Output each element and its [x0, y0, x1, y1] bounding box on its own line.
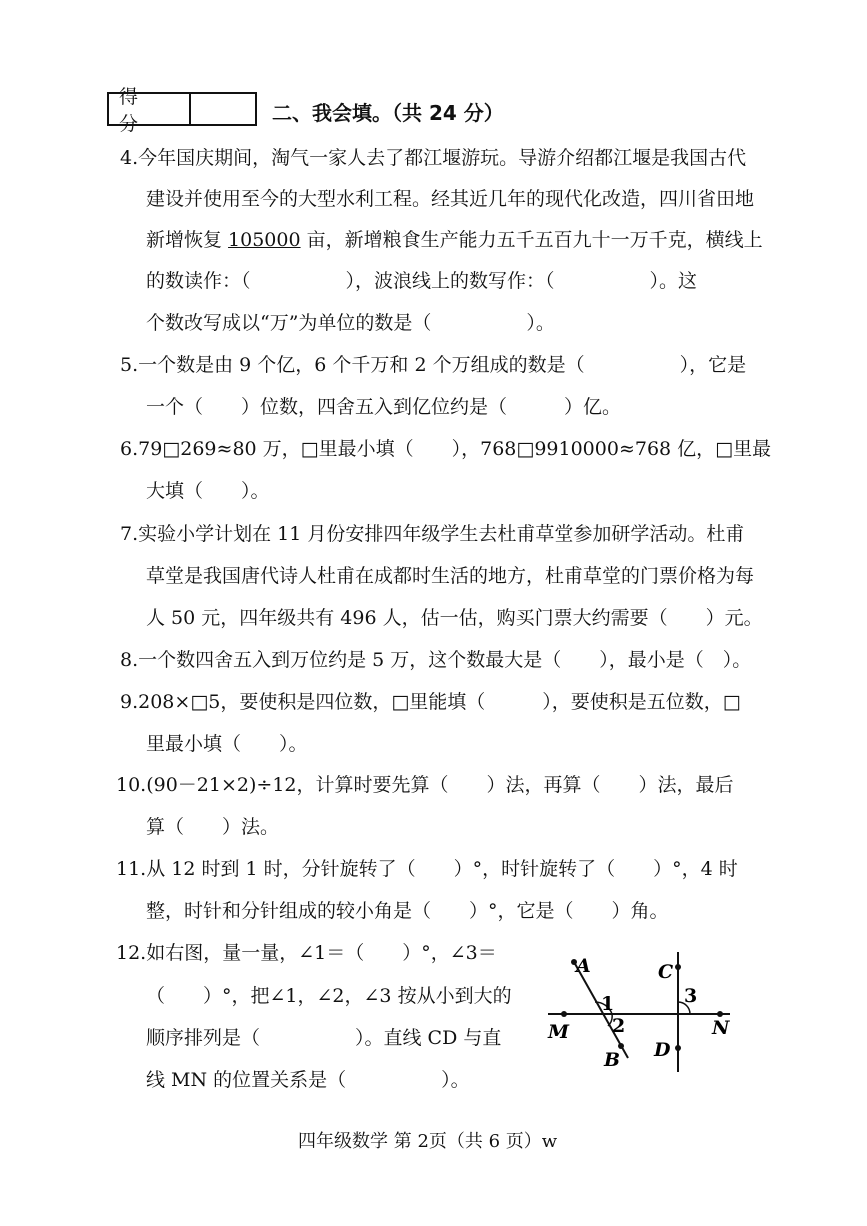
- label-d: D: [654, 1039, 671, 1061]
- q4-line-3a: 新增恢复: [146, 229, 229, 251]
- label-n: N: [712, 1017, 730, 1039]
- score-box: [107, 86, 257, 135]
- q7-line-3: 人 50 元，四年级共有 496 人，估一估，购买门票大约需要（ ）元。: [146, 607, 763, 629]
- q7-line-1: 7.实验小学计划在 11 月份安排四年级学生去杜甫草堂参加研学活动。杜甫: [120, 523, 745, 545]
- q11-line-2: 整，时针和分针组成的较小角是（ ）°，它是（ ）角。: [146, 900, 669, 922]
- angle-figure: [540, 950, 740, 1075]
- q12-line-2: （ ）°，把∠1，∠2，∠3 按从小到大的: [146, 985, 512, 1007]
- label-a: A: [576, 955, 591, 977]
- q4-line-1: 4.今年国庆期间，淘气一家人去了都江堰游玩。导游介绍都江堰是我国古代: [120, 147, 747, 169]
- label-c: C: [658, 961, 674, 983]
- q4-line-3b: 亩，新增粮食生产能力五千五百九十一万千克，横线上: [300, 229, 763, 251]
- q12-line-3: 顺序排列是（ ）。直线 CD 与直: [146, 1027, 502, 1049]
- q5-line-1: 5.一个数是由 9 个亿，6 个千万和 2 个万组成的数是（ ），它是: [120, 354, 747, 376]
- q12-line-1: 12.如右图，量一量，∠1＝（ ）°，∠3＝: [116, 942, 497, 964]
- score-label: 得 分: [109, 94, 191, 124]
- point-m: [561, 1011, 567, 1017]
- q4-line-5: 个数改写成以“万”为单位的数是（ ）。: [146, 312, 555, 334]
- section-title: 二、我会填。（共 24 分）: [272, 101, 504, 125]
- q4-line-4: 的数读作：（ ），波浪线上的数写作：（ ）。这: [146, 270, 698, 292]
- q8-line-1: 8.一个数四舍五入到万位约是 5 万，这个数最大是（ ），最小是（ ）。: [120, 649, 752, 671]
- q10-line-1: 10.(90－21×2)÷12，计算时要先算（ ）法，再算（ ）法，最后: [116, 774, 734, 796]
- score-blank-field[interactable]: [191, 94, 255, 124]
- q10-line-2: 算（ ）法。: [146, 816, 280, 838]
- point-c: [675, 964, 681, 970]
- label-b: B: [604, 1049, 621, 1071]
- q6-line-1: 6.79□269≈80 万，□里最小填（ ），768□9910000≈768 亿，□里最: [120, 438, 772, 460]
- q4-line-3: [146, 228, 763, 252]
- label-angle-2: 2: [612, 1015, 626, 1037]
- label-angle-1: 1: [601, 993, 615, 1015]
- q7-line-2: 草堂是我国唐代诗人杜甫在成都时生活的地方，杜甫草堂的门票价格为每: [146, 565, 755, 587]
- label-angle-3: 3: [684, 985, 698, 1007]
- q11-line-1: 11.从 12 时到 1 时，分针旋转了（ ）°，时针旋转了（ ）°，4 时: [116, 858, 738, 880]
- point-d: [675, 1045, 681, 1051]
- q12-line-4: 线 MN 的位置关系是（ ）。: [146, 1069, 470, 1091]
- underlined-number: 105000: [228, 229, 301, 251]
- q9-line-2: 里最小填（ ）。: [146, 733, 308, 755]
- q5-line-2: 一个（ ）位数，四舍五入到亿位约是（ ）亿。: [146, 396, 622, 418]
- q9-line-1: 9.208×□5，要使积是四位数，□里能填（ ），要使积是五位数，□: [120, 691, 741, 713]
- q4-line-2: 建设并使用至今的大型水利工程。经其近几年的现代化改造，四川省田地: [146, 188, 755, 210]
- label-m: M: [548, 1021, 570, 1043]
- q6-line-2: 大填（ ）。: [146, 480, 270, 502]
- page-footer: 四年级数学 第 2页（共 6 页）w: [298, 1131, 558, 1152]
